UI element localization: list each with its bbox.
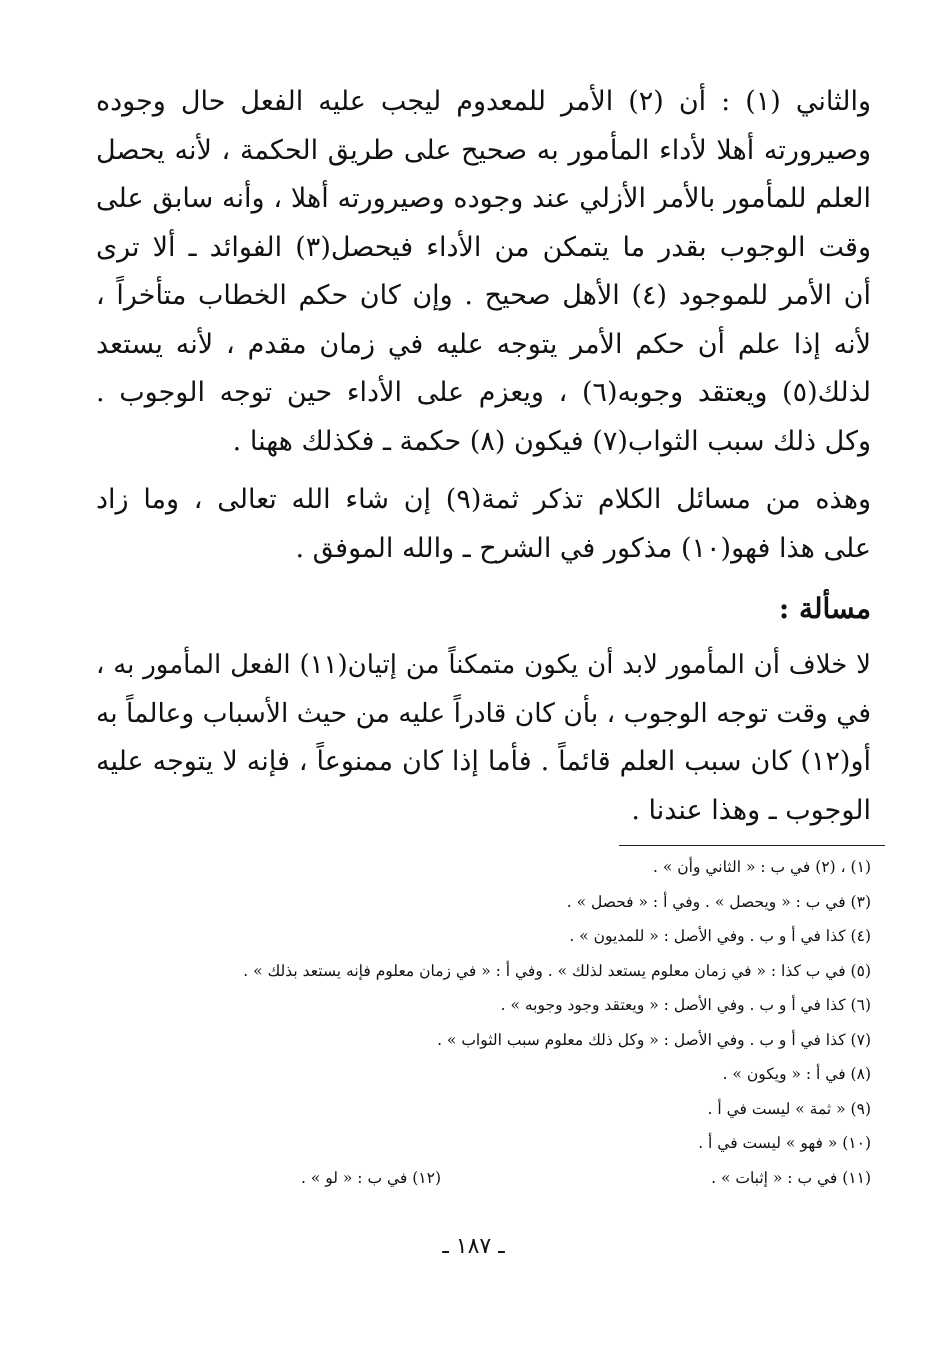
footnote: (١) ، (٢) في ب : « الثاني وأن » . bbox=[652, 858, 871, 876]
text-line: الوجوب ـ وهذا عندنا . bbox=[631, 794, 871, 826]
page-number: ـ ١٨٧ ـ bbox=[442, 1234, 505, 1259]
text-line: لذلك(٥) ويعتقد وجوبه(٦) ، ويعزم على الأداء حين توجه الوجوب . bbox=[96, 377, 871, 408]
text-line: والثاني (١) : أن (٢) الأمر للمعدوم ليجب عليه الفعل حال وجوده bbox=[96, 86, 871, 117]
footnote: (١١) في ب : « إثبات » . bbox=[711, 1168, 871, 1187]
footnote: (٥) في ب كذا : « في زمان معلوم يستعد لذلك » . وفي أ : « في زمان معلوم فإنه يستعد بذلك » . bbox=[243, 961, 871, 980]
main-text-block bbox=[96, 78, 871, 845]
footnote: (٣) في ب : « ويحصل » . وفي أ : « فحصل » . bbox=[566, 892, 871, 911]
text-line: على هذا فهو(١٠) مذكور في الشرح ـ والله الموفق . bbox=[295, 532, 871, 564]
paragraph-3 bbox=[96, 641, 871, 835]
footnote-row bbox=[171, 1161, 871, 1196]
footnote: (٧) كذا في أ و ب . وفي الأصل : « وكل ذلك معلوم سبب الثواب » . bbox=[437, 1030, 871, 1049]
footnote: (٩) « ثمة » ليست في أ . bbox=[707, 1099, 871, 1118]
text-line: وكل ذلك سبب الثواب(٧) فيكون (٨) حكمة ـ فكذلك ههنا . bbox=[232, 425, 871, 457]
footnote: (٦) كذا في أ و ب . وفي الأصل : « ويعتقد وجود وجوبه » . bbox=[500, 996, 871, 1014]
section-heading: مسألة : bbox=[778, 592, 871, 625]
text-line: العلم للمأمور بالأمر الأزلي عند وجوده وصيرورته أهلا ، وأنه سابق على bbox=[96, 183, 871, 214]
text-line: أن الأمر للموجود (٤) الأهل صحيح . وإن كان حكم الخطاب متأخراً ، bbox=[96, 280, 871, 311]
text-line: لا خلاف أن المأمور لابد أن يكون متمكناً من إتيان(١١) الفعل المأمور به ، bbox=[96, 650, 871, 680]
footnote: (٤) كذا في أ و ب . وفي الأصل : « للمديون » . bbox=[569, 927, 871, 945]
text-line: لأنه إذا علم أن حكم الأمر يتوجه عليه في زمان مقدم ، لأنه يستعد bbox=[96, 328, 871, 360]
text-line: وهذه من مسائل الكلام تذكر ثمة(٩) إن شاء الله تعالى ، وما زاد bbox=[96, 484, 871, 515]
footnote: (١٠) « فهو » ليست في أ . bbox=[698, 1134, 871, 1152]
paragraph-2 bbox=[96, 476, 871, 573]
footnote-divider bbox=[619, 845, 885, 846]
footnote: (٨) في أ : « ويكون » . bbox=[722, 1065, 871, 1083]
paragraph-1 bbox=[96, 78, 871, 466]
footnotes bbox=[171, 850, 871, 1195]
text-line: وقت الوجوب بقدر ما يتمكن من الأداء فيحصل(٣) الفوائد ـ ألا ترى bbox=[96, 231, 871, 263]
footnote: (١٢) في ب : « لو » . bbox=[300, 1168, 441, 1187]
text-line: وصيرورته أهلا لأداء المأمور به صحيح على طريق الحكمة ، لأنه يحصل bbox=[96, 134, 871, 166]
text-line: في وقت توجه الوجوب ، بأن كان قادراً عليه من حيث الأسباب وعالماً به bbox=[96, 697, 871, 729]
text-line: أو(١٢) كان سبب العلم قائماً . فأما إذا كان ممنوعاً ، فإنه لا يتوجه عليه bbox=[96, 746, 871, 777]
